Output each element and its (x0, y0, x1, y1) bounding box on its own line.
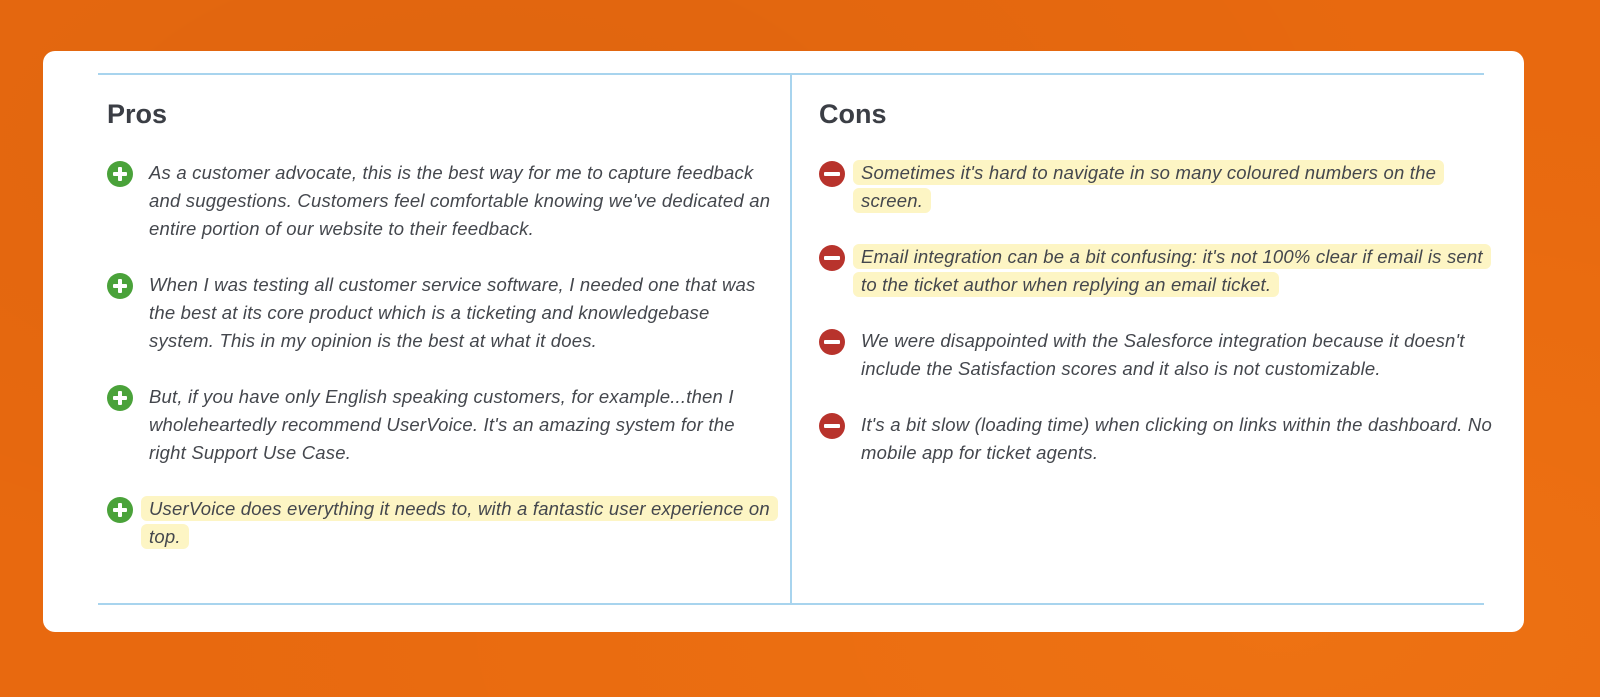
pro-text: But, if you have only English speaking customers, for example...then I wholeheartedly recommend UserVoice. It's an amazing system for the right Support Use Case. (149, 386, 735, 463)
plus-circle-icon (107, 161, 133, 187)
highlight-mark: Sometimes it's hard to navigate in so many coloured numbers on the screen. (853, 160, 1444, 213)
pros-cons-card (43, 51, 1524, 632)
pro-item (107, 159, 777, 243)
pro-item-highlighted (107, 495, 777, 551)
plus-circle-icon (107, 497, 133, 523)
plus-circle-icon (107, 385, 133, 411)
con-item (819, 327, 1499, 383)
pro-item (107, 271, 777, 355)
pro-text: When I was testing all customer service software, I needed one that was the best at its core product which is a ticketing and knowledgebase system. This in my opinion is the best at what it does. (149, 274, 756, 351)
minus-circle-icon (819, 161, 845, 187)
minus-circle-icon (819, 329, 845, 355)
con-item-highlighted (819, 243, 1499, 299)
pro-item (107, 383, 777, 467)
pro-text: As a customer advocate, this is the best way for me to capture feedback and suggestions. Customers feel comfortable knowing we've dedicated an entire portion of our website to their feedback. (149, 162, 771, 239)
pros-heading: Pros (107, 99, 168, 129)
plus-circle-icon (107, 273, 133, 299)
minus-circle-icon (819, 413, 845, 439)
highlight-mark: Email integration can be a bit confusing: it's not 100% clear if email is sent to the ticket author when replying an email ticket. (853, 244, 1491, 297)
con-item-highlighted (819, 159, 1499, 215)
pro-text-highlighted (149, 495, 777, 551)
con-text-highlighted (861, 243, 1499, 299)
highlight-mark: UserVoice does everything it needs to, with a fantastic user experience on top. (141, 496, 778, 549)
con-text-highlighted (861, 159, 1499, 215)
con-text: It's a bit slow (loading time) when clicking on links within the dashboard. No mobile app for ticket agents. (861, 414, 1492, 463)
cons-list (819, 159, 1499, 495)
minus-circle-icon (819, 245, 845, 271)
con-item (819, 411, 1499, 467)
con-text: We were disappointed with the Salesforce integration because it doesn't include the Satisfaction scores and it also is not customizable. (861, 330, 1465, 379)
pros-list (107, 159, 777, 579)
cons-heading: Cons (819, 99, 887, 129)
column-divider (790, 75, 792, 603)
